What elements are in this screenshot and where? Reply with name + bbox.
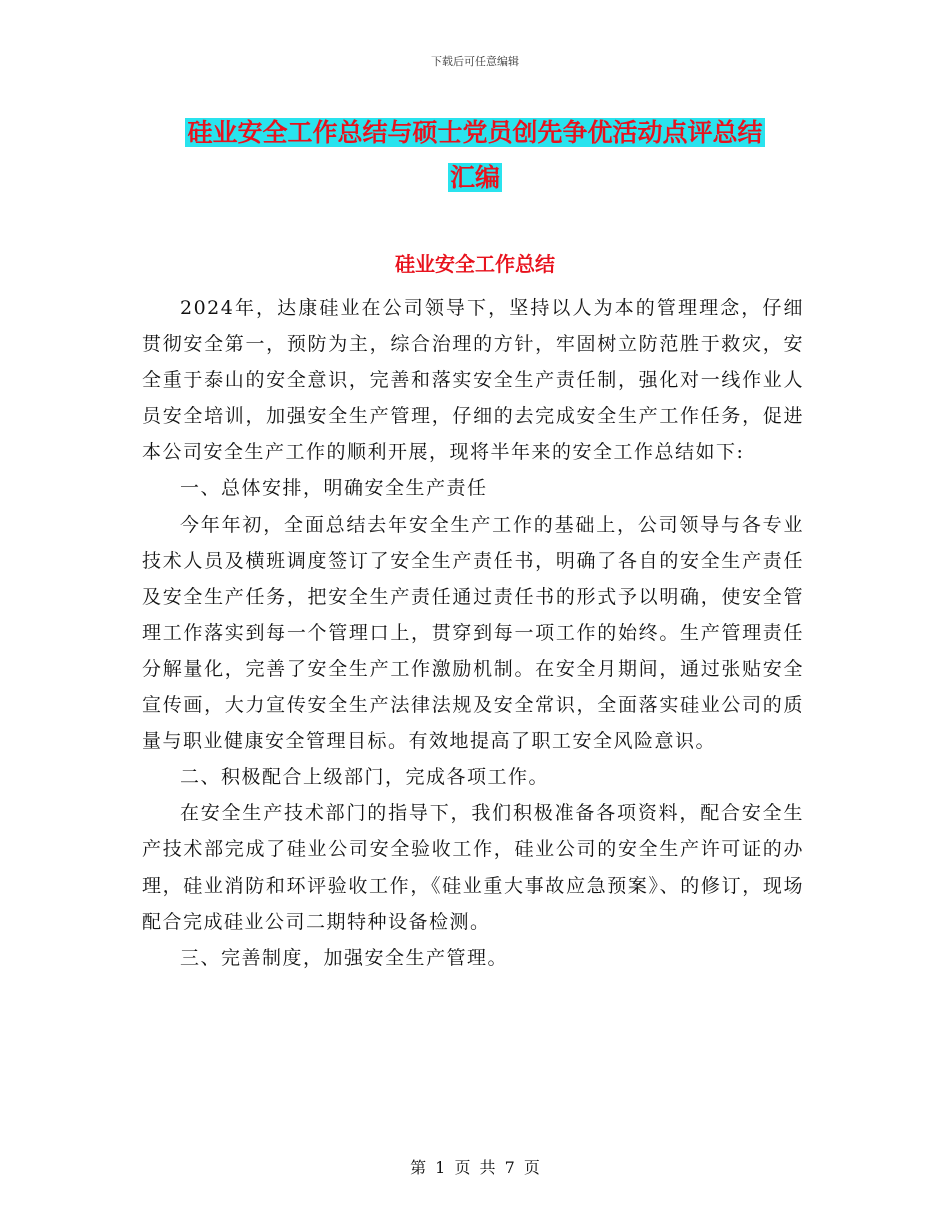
section-title: 硅业安全工作总结 <box>395 252 555 276</box>
document-title-line-2: 汇编 <box>449 163 500 192</box>
page-number: 第 1 页 共 7 页 <box>410 1158 540 1177</box>
header-note: 下载后可任意编辑 <box>431 55 519 68</box>
paragraph-heading-3: 三、完善制度，加强安全生产管理。 <box>180 946 509 969</box>
document-body <box>142 290 804 976</box>
paragraph-cooperation: 在安全生产技术部门的指导下，我们积极准备各项资料，配合安全生产技术部完成了硅业公司安全验收工作，硅业公司的安全生产许可证的办理，硅业消防和环评验收工作，《硅业重大事故应急预案》、的修订，现场配合完成硅业公司二期特种设备检测。 <box>142 802 804 933</box>
paragraph-intro: 2024年，达康硅业在公司领导下，坚持以人为本的管理理念，仔细贯彻安全第一，预防为主，综合治理的方针，牢固树立防范胜于救灾，安全重于泰山的安全意识，完善和落实安全生产责任制，强化对一线作业人员安全培训，加强安全生产管理，仔细的去完成安全生产工作任务，促进本公司安全生产工作的顺利开展，现将半年来的安全工作总结如下: <box>142 297 804 464</box>
paragraph-heading-1: 一、总体安排，明确安全生产责任 <box>180 477 488 500</box>
paragraph-responsibility: 今年年初，全面总结去年安全生产工作的基础上，公司领导与各专业技术人员及横班调度签订了安全生产责任书，明确了各自的安全生产责任及安全生产任务，把安全生产责任通过责任书的形式予以明确，使安全管理工作落实到每一个管理口上，贯穿到每一项工作的始终。生产管理责任分解量化，完善了安全生产工作激励机制。在安全月期间，通过张贴安全宣传画，大力宣传安全生产法律法规及安全常识，全面落实硅业公司的质量与职业健康安全管理目标。有效地提高了职工安全风险意识。 <box>142 513 804 753</box>
paragraph-heading-2: 二、积极配合上级部门，完成各项工作。 <box>180 766 550 789</box>
document-title-line-1: 硅业安全工作总结与硕士党员创先争优活动点评总结 <box>187 118 763 147</box>
document-title <box>140 110 810 200</box>
